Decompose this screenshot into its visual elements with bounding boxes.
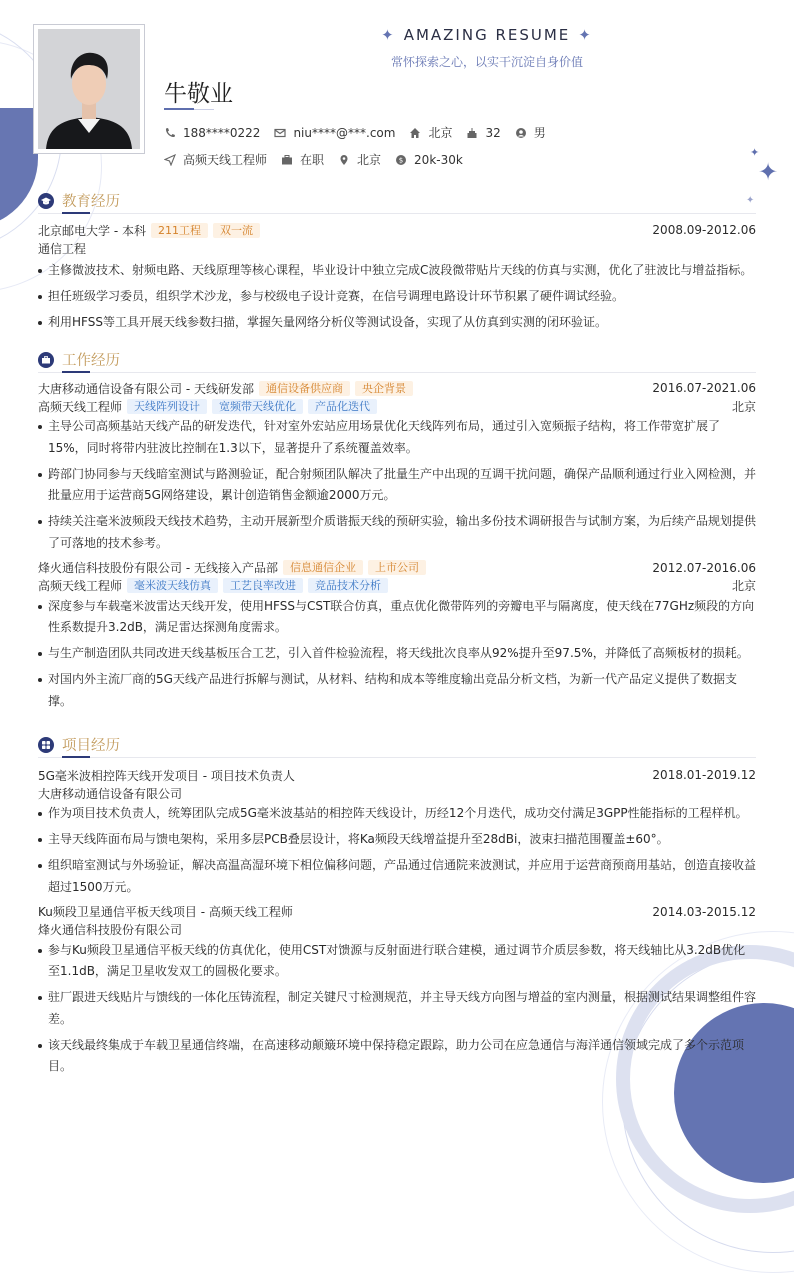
- projects-section: [38, 733, 756, 1082]
- project-header-row: [38, 766, 756, 784]
- work-section: [38, 348, 756, 717]
- bullet-item: 主导公司高频基站天线产品的研发迭代，针对室外宏站应用场景优化天线阵列布局，通过引入宽频振子结构，将工作带宽扩展了15%，同时将带内驻波比控制在1.3以下，显著提升了系统覆盖效率。: [38, 416, 756, 459]
- bullet-item: 跨部门协同参与天线暗室测试与路测验证，配合射频团队解决了批量生产中出现的互调干扰问题，确保产品顺利通过行业入网检测，并批量应用于运营商5G网络建设，累计创造销售金额逾2000万元。: [38, 464, 756, 507]
- job-location: 北京: [731, 399, 756, 414]
- name-underline: [164, 108, 194, 110]
- location-pin-icon: [338, 154, 350, 166]
- project-org: 烽火通信科技股份有限公司: [38, 923, 183, 937]
- job-date: 2012.07-2016.06: [652, 560, 756, 575]
- bullet-item: 深度参与车载毫米波雷达天线开发，使用HFSS与CST联合仿真，重点优化微带阵列的旁瓣电平与隔离度，使天线在77GHz频段的方向性系数提升3.2dB，满足雷达探测角度需求。: [38, 596, 756, 639]
- bullet-item: 组织暗室测试与外场验证，解决高温高湿环境下相位偏移问题，产品通过信通院来波测试，并应用于运营商预商用基站，创造直接收益超过1500万元。: [38, 855, 756, 898]
- home-icon: [409, 127, 421, 139]
- resume-title-text: AMAZING RESUME: [403, 26, 571, 44]
- sparkle-icon: ✦: [750, 146, 760, 159]
- project-org-row: [38, 921, 756, 939]
- education-section: [38, 189, 756, 338]
- company-name: 大唐移动通信设备有限公司 - 天线研发部: [38, 381, 254, 396]
- bullet-item: 该天线最终集成于车载卫星通信终端，在高速移动颠簸环境中保持稳定跟踪，助力公司在应急通信与海洋通信领域完成了多个示范项目。: [38, 1035, 756, 1078]
- age-item: [466, 126, 500, 140]
- bullet-item: 对国内外主流厂商的5G天线产品进行拆解与测试，从材料、结构和成本等维度输出竞品分析文档，为新一代产品定义提供了数据支撑。: [38, 669, 756, 712]
- bullet-item: 担任班级学习委员，组织学术沙龙，参与校级电子设计竞赛，在信号调理电路设计环节积累了硬件调试经验。: [38, 286, 756, 308]
- project-date: 2014.03-2015.12: [652, 904, 756, 919]
- school-tag: 211工程: [151, 223, 208, 238]
- project-bullets: [38, 803, 756, 898]
- section-divider-accent: [62, 212, 90, 214]
- section-header: [38, 348, 756, 374]
- education-row: [38, 221, 756, 239]
- bullet-item: 与生产制造团队共同改进天线基板压合工艺，引入首件检验流程，将天线批次良率从92%提升至97.5%，并降低了高频板材的损耗。: [38, 643, 756, 665]
- city-item: [409, 124, 452, 141]
- job-intent-row: [164, 151, 477, 168]
- company-tag: 信息通信企业: [283, 560, 363, 575]
- age-text: 32: [485, 125, 501, 140]
- section-header: [38, 733, 756, 759]
- project-header-row: [38, 903, 756, 921]
- job-role-row: [38, 577, 756, 595]
- project-bullets: [38, 940, 756, 1078]
- position-text: 高频天线工程师: [183, 153, 268, 167]
- sparkle-icon: ✦: [758, 158, 779, 186]
- user-icon: [515, 127, 527, 139]
- job-location: 北京: [731, 579, 756, 593]
- project-org-row: [38, 784, 756, 802]
- project-date: 2018.01-2019.12: [652, 768, 756, 782]
- briefcase-icon: [281, 154, 293, 166]
- education-date: 2008.09-2012.06: [652, 223, 756, 237]
- skill-tag: 产品化迭代: [308, 399, 377, 414]
- company-tag: 上市公司: [368, 560, 426, 575]
- motto: 常怀探索之心，以实干沉淀自身价值: [390, 55, 583, 69]
- section-title: 工作经历: [62, 353, 120, 369]
- bullet-item: 利用HFSS等工具开展天线参数扫描，掌握矢量网络分析仪等测试设备，实现了从仿真到实测的闭环验证。: [38, 312, 756, 334]
- phone-item: [164, 126, 260, 140]
- section-divider-accent: [62, 756, 90, 758]
- bullet-item: 持续关注毫米波频段天线技术趋势，主动开展新型介质谐振天线的预研实验，输出多份技术调研报告与试制方案，为后续产品规划提供了可落地的技术参考。: [38, 511, 756, 554]
- bullet-item: 主修微波技术、射频电路、天线原理等核心课程，毕业设计中独立完成C波段微带贴片天线的仿真与实测，优化了驻波比与增益指标。: [38, 260, 756, 282]
- job-role: 高频天线工程师: [38, 579, 123, 593]
- skill-tag: 工艺良率改进: [223, 578, 303, 593]
- candidate-name: 牛敬业: [164, 81, 233, 107]
- company-tag: 央企背景: [355, 381, 413, 396]
- resume-title: [0, 26, 794, 44]
- contact-info-row: [164, 124, 560, 141]
- bullet-item: 作为项目技术负责人，统筹团队完成5G毫米波基站的相控阵天线设计，历经12个月迭代，成功交付满足3GPP性能指标的工程样机。: [38, 803, 756, 825]
- bullet-item: 主导天线阵面布局与馈电架构，采用多层PCB叠层设计，将Ka频段天线增益提升至28dBi，波束扫描范围覆盖±60°。: [38, 829, 756, 851]
- skill-tag: 天线阵列设计: [127, 399, 207, 414]
- sparkle-icon: ✦: [746, 195, 755, 206]
- salary-text: 20k-30k: [414, 152, 463, 167]
- bullet-item: 驻厂跟进天线贴片与馈线的一体化压铸流程，制定关键尺寸检测规范，并主导天线方向图与增益的室内测量，根据测试结果调整组件容差。: [38, 987, 756, 1030]
- section-title: 教育经历: [62, 194, 120, 210]
- profile-photo: [38, 29, 140, 149]
- section-divider: [38, 213, 756, 214]
- job-header-row: [38, 379, 756, 397]
- email-item: [274, 126, 395, 140]
- company-tag: 通信设备供应商: [259, 381, 350, 396]
- section-header: [38, 189, 756, 215]
- job-role-row: [38, 397, 756, 415]
- section-title: 项目经历: [62, 738, 120, 754]
- section-divider-accent: [62, 371, 90, 373]
- job-header-row: [38, 559, 756, 577]
- job-bullets: [38, 596, 756, 713]
- company-name: 烽火通信科技股份有限公司 - 无线接入产品部: [38, 561, 278, 575]
- target-city-item: [338, 151, 381, 168]
- email-text: niu****@***.com: [293, 125, 396, 140]
- education-bullets: [38, 260, 756, 334]
- job-role: 高频天线工程师: [38, 399, 123, 414]
- graduation-cap-icon: [38, 193, 54, 209]
- send-icon: [164, 154, 176, 166]
- status-item: [281, 151, 324, 168]
- bullet-item: 参与Ku频段卫星通信平板天线的仿真优化，使用CST对馈源与反射面进行联合建模，通过调节介质层参数，将天线轴比从3.2dB优化至1.1dB，满足卫星收发双工的圆极化要求。: [38, 940, 756, 983]
- cake-icon: [466, 127, 478, 139]
- phone-text: 188****0222: [183, 125, 261, 140]
- section-divider: [38, 372, 756, 373]
- phone-icon: [164, 127, 176, 139]
- major-name: 通信工程: [38, 241, 87, 256]
- skill-tag: 毫米波天线仿真: [127, 578, 218, 593]
- school-tag: 双一流: [213, 223, 260, 238]
- skill-tag: 宽频带天线优化: [212, 399, 303, 414]
- status-text: 在职: [300, 153, 325, 167]
- job-date: 2016.07-2021.06: [652, 381, 756, 395]
- section-divider: [38, 757, 756, 758]
- mail-icon: [274, 127, 286, 139]
- name-underline: [194, 109, 214, 110]
- gender-item: [515, 124, 546, 141]
- money-icon: [395, 154, 407, 166]
- position-item: [164, 151, 267, 168]
- school-name: 北京邮电大学 - 本科: [38, 223, 146, 238]
- svg-text:$: $: [398, 156, 404, 165]
- grid-icon: [38, 737, 54, 753]
- gender-text: 男: [533, 126, 546, 140]
- salary-item: [395, 153, 463, 167]
- job-bullets: [38, 416, 756, 554]
- briefcase-icon: [38, 352, 54, 368]
- star-icon: ✦: [381, 26, 396, 44]
- major-row: [38, 239, 756, 257]
- city-text: 北京: [428, 126, 453, 140]
- skill-tag: 竞品技术分析: [308, 578, 388, 593]
- project-org: 大唐移动通信设备有限公司: [38, 786, 183, 801]
- project-name: 5G毫米波相控阵天线开发项目 - 项目技术负责人: [38, 768, 295, 783]
- project-name: Ku频段卫星通信平板天线项目 - 高频天线工程师: [38, 905, 293, 919]
- target-city-text: 北京: [357, 153, 382, 167]
- star-icon: ✦: [578, 26, 593, 44]
